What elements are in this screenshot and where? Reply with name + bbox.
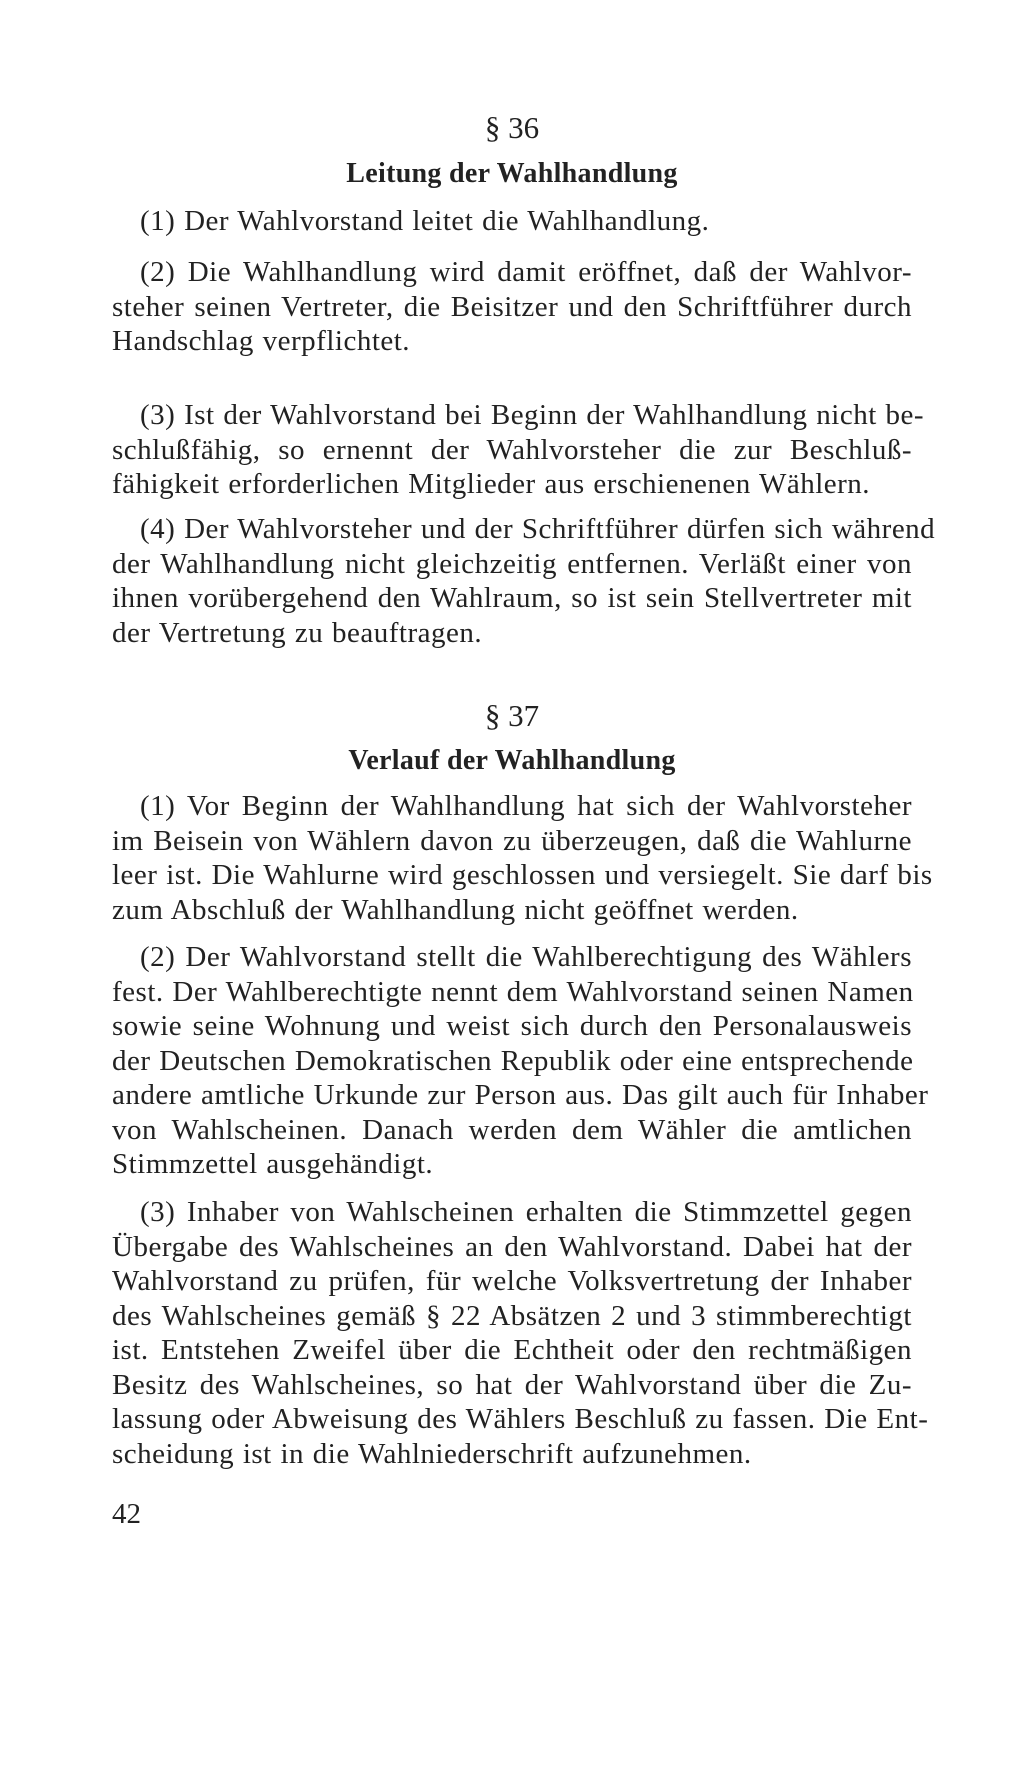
text-line: andere amtliche Urkunde zur Person aus. Das gilt auch für Inhaber bbox=[112, 1079, 929, 1111]
text-line: von Wahlscheinen. Danach werden dem Wähler die amtlichen bbox=[112, 1113, 912, 1146]
text-line: scheidung ist in die Wahlniederschrift aufzunehmen. bbox=[112, 1437, 752, 1470]
text-line: leer ist. Die Wahlurne wird geschlossen und versiegelt. Sie darf bis bbox=[112, 859, 933, 891]
section-37-paragraph-3 bbox=[112, 1195, 929, 1471]
text-line: (2) Der Wahlvorstand stellt die Wahlberechtigung des Wählers bbox=[140, 941, 912, 973]
section-37-paragraph-2 bbox=[112, 940, 929, 1182]
text-line: (4) Der Wahlvorsteher und der Schriftführer dürfen sich während bbox=[140, 513, 936, 545]
text-line: fest. Der Wahlberechtigte nennt dem Wahlvorstand seinen Namen bbox=[112, 975, 914, 1008]
text-line: steher seinen Vertreter, die Beisitzer und den Schriftführer durch bbox=[112, 290, 912, 323]
text-line: lassung oder Abweisung des Wählers Beschluß zu fassen. Die Ent- bbox=[112, 1403, 929, 1435]
section-36-heading: § 36 bbox=[484, 110, 540, 145]
section-36-paragraph-1 bbox=[112, 204, 912, 239]
section-36-title: Leitung der Wahlhandlung bbox=[346, 158, 678, 189]
text-line: (3) Inhaber von Wahlscheinen erhalten die Stimmzettel gegen bbox=[140, 1196, 912, 1228]
text-line: (2) Die Wahlhandlung wird damit eröffnet, daß der Wahlvor- bbox=[140, 256, 912, 288]
text-line: ist. Entstehen Zweifel über die Echtheit oder den rechtmäßigen bbox=[112, 1334, 912, 1366]
section-37-heading: § 37 bbox=[484, 698, 540, 733]
text-line: der Vertretung zu beauftragen. bbox=[112, 616, 483, 649]
text-line: fähigkeit erforderlichen Mitglieder aus erschienenen Wählern. bbox=[112, 468, 871, 500]
text-line: des Wahlscheines gemäß § 22 Absätzen 2 und 3 stimmberechtigt bbox=[112, 1299, 912, 1332]
text-line: (3) Ist der Wahlvorstand bei Beginn der Wahlhandlung nicht be- bbox=[140, 399, 925, 431]
text-line: Handschlag verpflichtet. bbox=[112, 325, 411, 357]
section-36-paragraph-2 bbox=[112, 255, 912, 359]
section-36-paragraph-4 bbox=[112, 512, 936, 650]
section-36-paragraph-3 bbox=[112, 398, 925, 502]
text-line: (1) Der Wahlvorstand leitet die Wahlhandlung. bbox=[140, 205, 710, 237]
text-line: (1) Vor Beginn der Wahlhandlung hat sich der Wahlvorsteher bbox=[140, 790, 912, 822]
section-37-paragraph-1 bbox=[112, 789, 933, 927]
text-line: schlußfähig, so ernennt der Wahlvorsteher die zur Beschluß- bbox=[112, 433, 912, 466]
text-line: der Wahlhandlung nicht gleichzeitig entfernen. Verläßt einer von bbox=[112, 547, 912, 580]
text-line: sowie seine Wohnung und weist sich durch den Personalausweis bbox=[112, 1010, 912, 1042]
text-line: ihnen vorübergehend den Wahlraum, so ist sein Stellvertreter mit bbox=[112, 582, 912, 614]
text-line: Stimmzettel ausgehändigt. bbox=[112, 1148, 434, 1180]
section-37-title: Verlauf der Wahlhandlung bbox=[348, 745, 676, 776]
text-line: im Beisein von Wählern davon zu überzeugen, daß die Wahlurne bbox=[112, 824, 912, 857]
text-line: Besitz des Wahlscheines, so hat der Wahlvorstand über die Zu- bbox=[112, 1368, 912, 1401]
page-number: 42 bbox=[112, 1498, 141, 1530]
text-line: der Deutschen Demokratischen Republik oder eine entsprechende bbox=[112, 1044, 914, 1077]
text-line: Übergabe des Wahlscheines an den Wahlvorstand. Dabei hat der bbox=[112, 1230, 912, 1263]
text-line: Wahlvorstand zu prüfen, für welche Volksvertretung der Inhaber bbox=[112, 1265, 912, 1297]
text-line: zum Abschluß der Wahlhandlung nicht geöffnet werden. bbox=[112, 893, 799, 926]
